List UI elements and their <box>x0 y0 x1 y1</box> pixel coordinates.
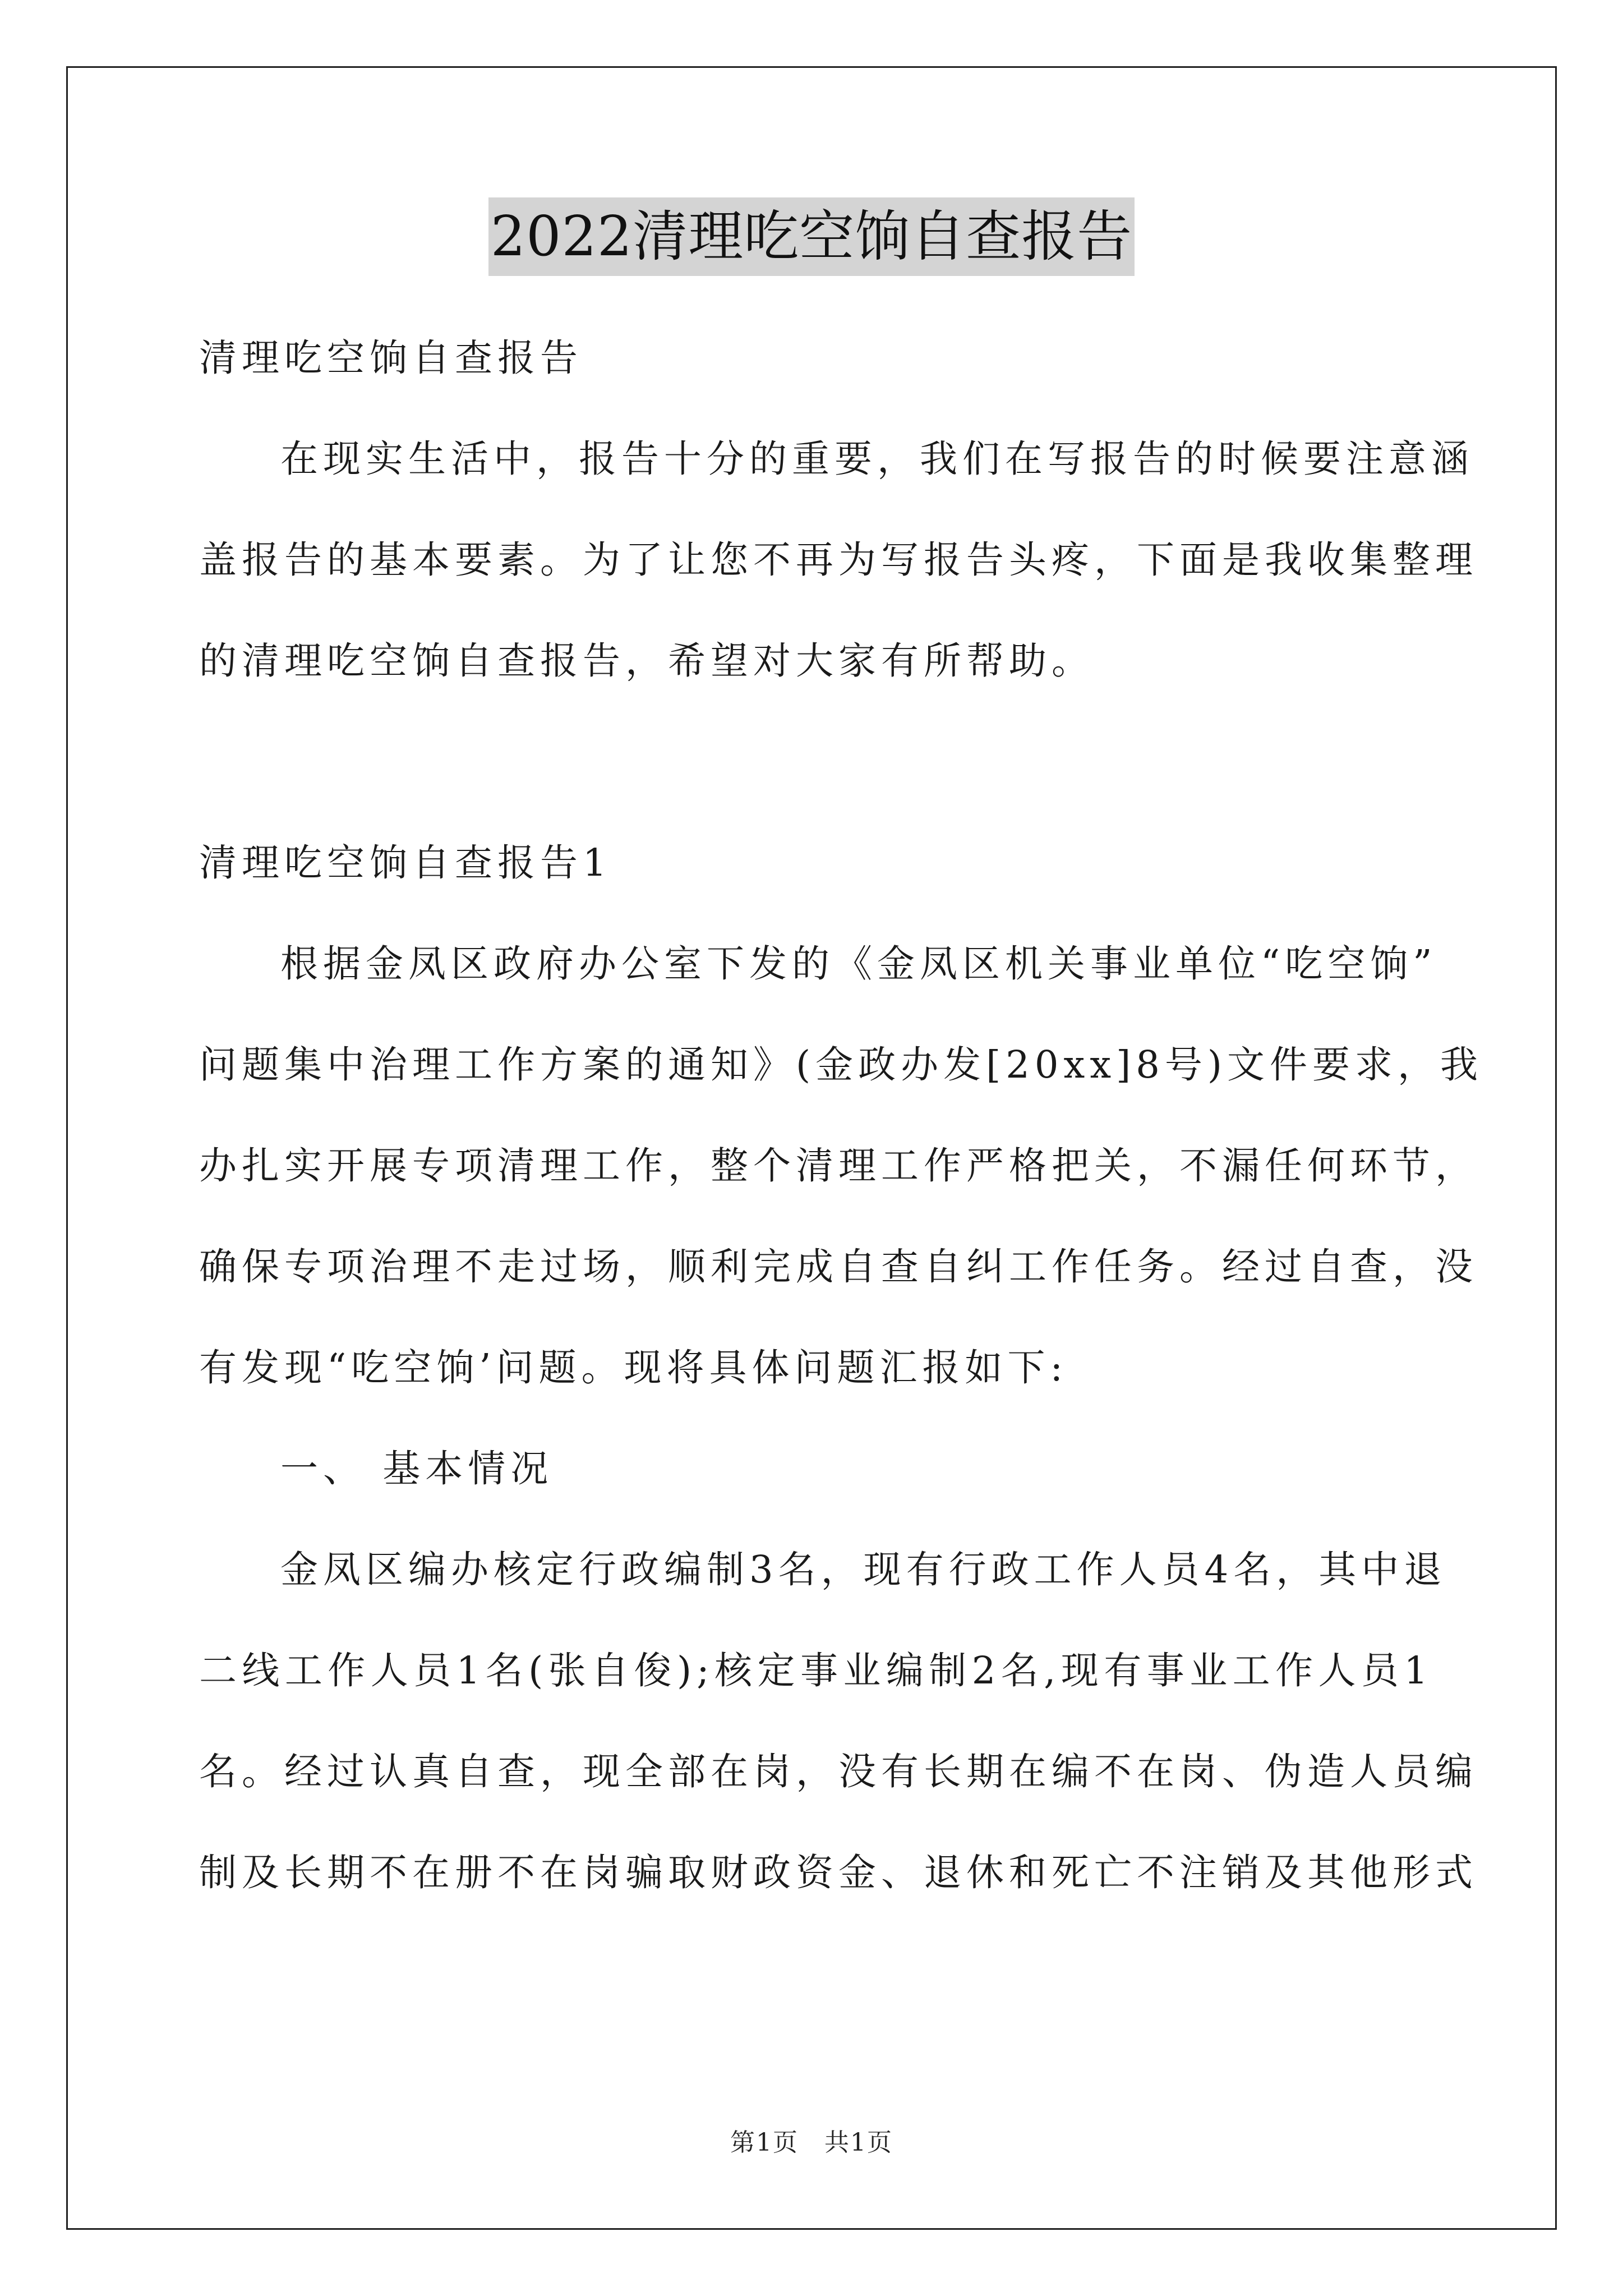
paragraph-line: 办扎实开展专项清理工作，整个清理工作严格把关，不漏任何环节， <box>199 1144 1478 1188</box>
subtitle-line: 清理吃空饷自查报告 <box>199 336 583 380</box>
page-footer: 第1页 共1页 <box>730 2128 893 2157</box>
section-heading: 清理吃空饷自查报告1 <box>199 841 612 885</box>
paragraph-line: 在现实生活中，报告十分的重要，我们在写报告的时候要注意涵 <box>280 437 1474 481</box>
paragraph-line: 二线工作人员1名(张自俊);核定事业编制2名,现有事业工作人员1 <box>199 1649 1433 1692</box>
paragraph-line: 有发现“吃空饷’问题。现将具体问题汇报如下: <box>199 1346 1068 1389</box>
paragraph-line: 盖报告的基本要素。为了让您不再为写报告头疼，下面是我收集整理 <box>199 538 1478 582</box>
paragraph-line: 确保专项治理不走过场，顺利完成自查自纠工作任务。经过自查，没 <box>199 1245 1478 1289</box>
paragraph-line: 问题集中治理工作方案的通知》(金政办发[20xx]8号)文件要求，我 <box>199 1043 1483 1087</box>
paragraph-line: 制及长期不在册不在岗骗取财政资金、退休和死亡不注销及其他形式 <box>199 1851 1478 1894</box>
paragraph-gap <box>199 711 1433 812</box>
document-body <box>199 307 1483 1923</box>
subsection-heading: 一、 基本情况 <box>280 1447 554 1490</box>
paragraph-line: 金凤区编办核定行政编制3名，现有行政工作人员4名，其中退 <box>280 1548 1447 1591</box>
title-container <box>0 197 1623 276</box>
paragraph-line: 根据金凤区政府办公室下发的《金凤区机关事业单位“吃空饷” <box>280 942 1437 986</box>
document-title: 2022清理吃空饷自查报告 <box>488 197 1135 276</box>
paragraph-line: 的清理吃空饷自查报告，希望对大家有所帮助。 <box>199 639 1094 683</box>
paragraph-line: 名。经过认真自查，现全部在岗，没有长期在编不在岗、伪造人员编 <box>199 1750 1478 1793</box>
